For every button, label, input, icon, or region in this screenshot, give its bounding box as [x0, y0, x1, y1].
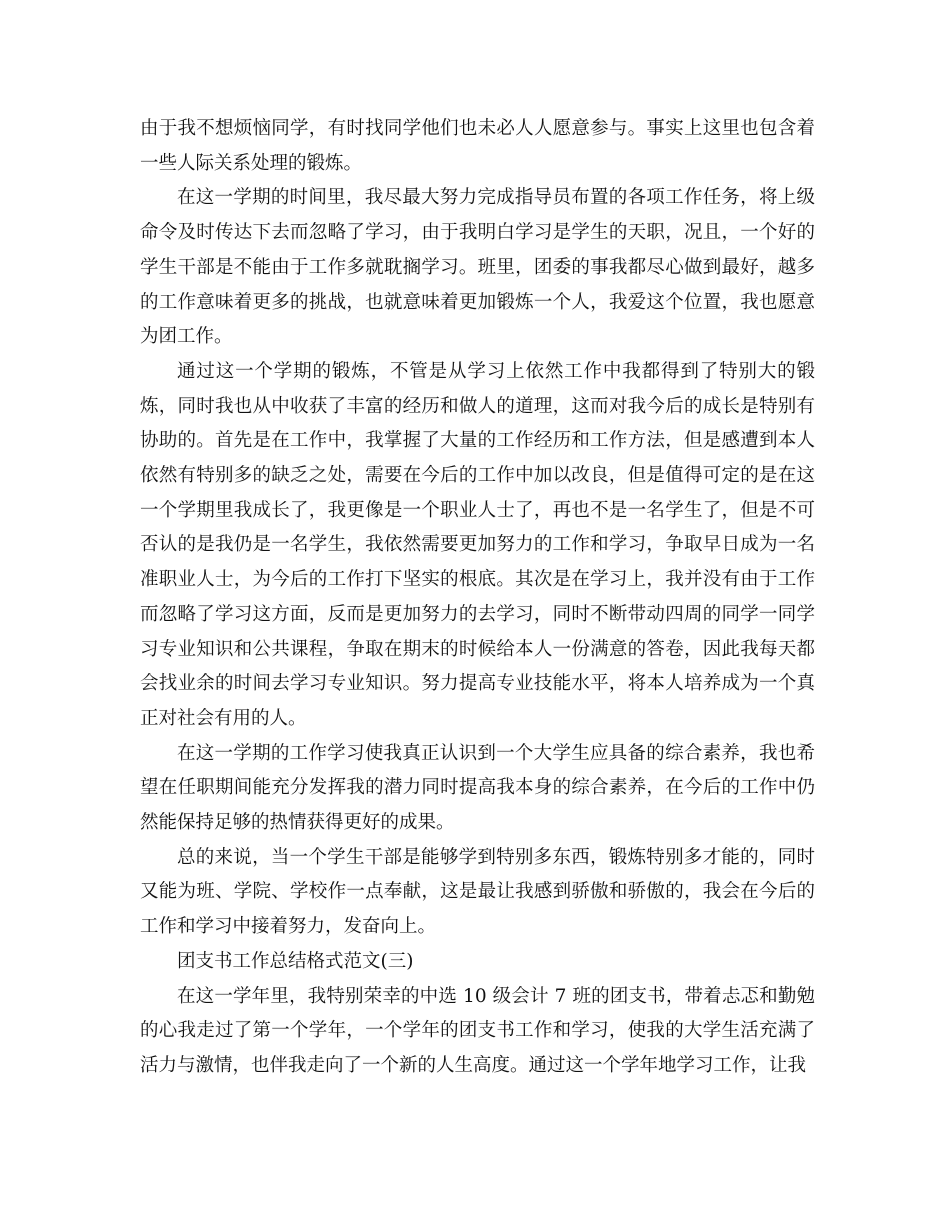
- paragraph-work-and-study: 在这一学期的时间里，我尽最大努力完成指导员布置的各项工作任务，将上级命令及时传达下去而忽略了学习，由于我明白学习是学生的天职，况且，一个好的学生干部是不能由于工作多就耽搁学习。班里，团委的事我都尽心做到最好，越多的工作意味着更多的挑战，也就意味着更加锻炼一个人，我爱这个位置，我也愿意为团工作。: [140, 187, 815, 348]
- paragraph-continuation: 由于我不想烦恼同学，有时找同学他们也未必人人愿意参与。事实上这里也包含着一些人际关系处理的锻炼。: [140, 118, 815, 174]
- paragraph-summary: 总的来说，当一个学生干部是能够学到特别多东西，锻炼特别多才能的，同时又能为班、学院、学校作一点奉献，这是最让我感到骄傲和骄傲的，我会在今后的工作和学习中接着努力，发奋向上。: [140, 846, 815, 938]
- paragraph-semester-growth: 通过这一个学期的锻炼，不管是从学习上依然工作中我都得到了特别大的锻炼，同时我也从中收获了丰富的经历和做人的道理，这而对我今后的成长是特别有协助的。首先是在工作中，我掌握了大量的工作经历和工作方法，但是感遭到本人依然有特别多的缺乏之处，需要在今后的工作中加以改良，但是值得可定的是在这一个学期里我成长了，我更像是一个职业人士了，再也不是一名学生了，但是不可否认的是我仍是一名学生，我依然需要更加努力的工作和学习，争取早日成为一名准职业人士，为今后的工作打下坚实的根底。其次是在学习上，我并没有由于工作而忽略了学习这方面，反而是更加努力的去学习，同时不断带动四周的同学一同学习专业知识和公共课程，争取在期末的时候给本人一份满意的答卷，因此我每天都会找业余的时间去学习专业知识。努力提高专业技能水平，将本人培养成为一个真正对社会有用的人。: [140, 360, 815, 729]
- document-body: [140, 112, 815, 1084]
- section-heading: 团支书工作总结格式范文(三): [177, 950, 414, 972]
- paragraph-comprehensive-quality: 在这一学期的工作学习使我真正认识到一个大学生应具备的综合素养，我也希望在任职期间能充分发挥我的潜力同时提高我本身的综合素养，在今后的工作中仍然能保持足够的热情获得更好的成果。: [140, 742, 815, 834]
- paragraph-new-section: 在这一学年里，我特别荣幸的中选 10 级会计 7 班的团支书，带着忐忑和勤勉的心我走过了第一个学年，一个学年的团支书工作和学习，使我的大学生活充满了活力与激情，也伴我走向了一个新的人生高度。通过这一个学年地学习工作，让我: [140, 985, 815, 1076]
